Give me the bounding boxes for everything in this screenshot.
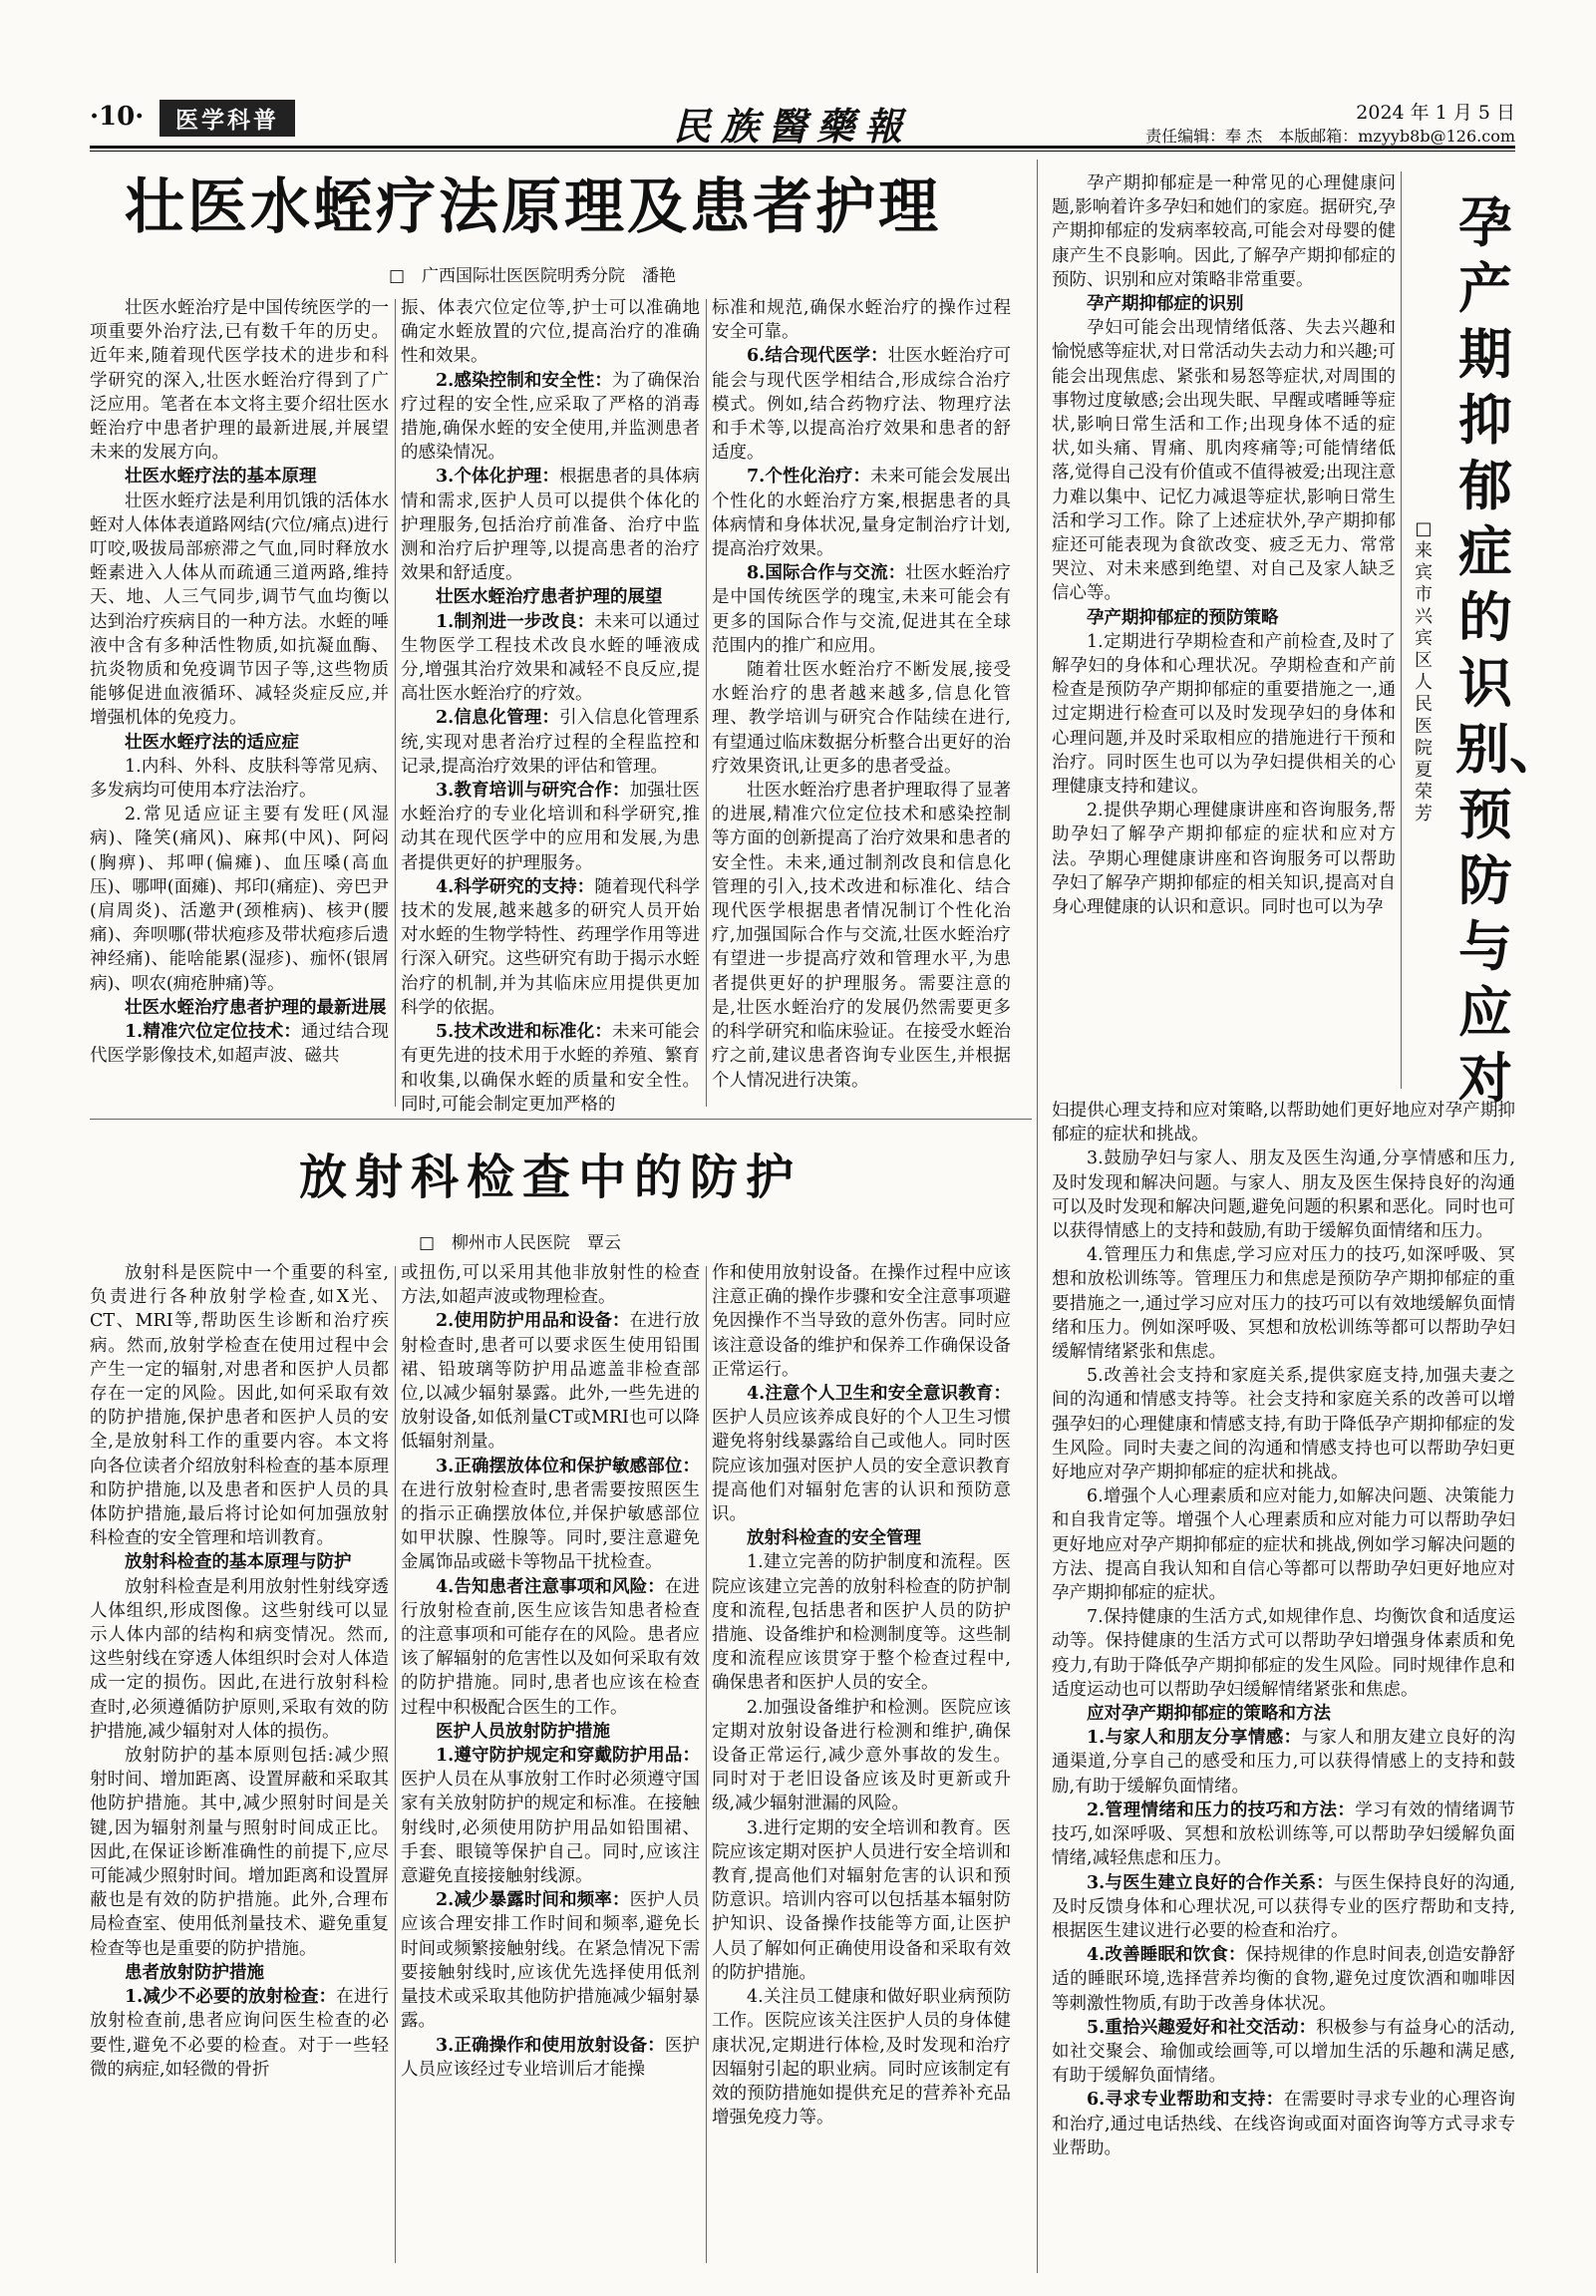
paragraph [712, 561, 1011, 658]
item-lead: 7.个性化治疗： [747, 467, 871, 488]
item-lead: 4.注意个人卫生和安全意识教育： [747, 1384, 1011, 1405]
paragraph-text: 通过结合现代医学影像技术,如超声波、磁共 [90, 1022, 389, 1067]
paragraph-text: 妇提供心理支持和应对策略,以帮助她们更好地应对孕产期抑郁症的症状和挑战。 [1052, 1101, 1515, 1146]
subheading: 孕产期抑郁症的预防策略 [1087, 607, 1279, 628]
paragraph-text: 3.鼓励孕妇与家人、朋友及医生沟通,分享情感和压力,及时发现和解决问题。与家人、朋友及医生保持良好的沟通可以及时发现和解决问题,避免问题的积累和恶化。同时也可以获得情感上的支持和鼓励,有助于缓解负面情绪和压力。 [1052, 1148, 1515, 1242]
paragraph-text: 壮医水蛭治疗可能会与现代医学相结合,形成综合治疗模式。例如,结合药物疗法、物理疗法和手术等,以提高治疗效果和患者的舒适度。 [712, 346, 1011, 464]
article1-column-1 [90, 296, 389, 1114]
paragraph [90, 490, 389, 731]
subheading: 放射科检查的安全管理 [747, 1528, 921, 1549]
paragraph [401, 779, 700, 875]
page-header [90, 96, 1515, 149]
paragraph [90, 1985, 389, 2082]
item-lead: 3.个体化护理： [436, 467, 560, 488]
paragraph [401, 1575, 700, 1720]
article2-title: 放射科检查中的防护 [299, 1149, 802, 1205]
paragraph [90, 803, 389, 996]
paragraph-text: 2.常见适应证主要有发旺(风湿病)、隆笑(痛风)、麻邦(中风)、阿闷(胸痹)、邦呷(偏瘫)、血压嗓(高血压)、哪呷(面瘫)、邦印(痛症)、旁巴尹(肩周炎)、活邀尹(颈椎病)、核尹(腰痛)、奔呗哪(带状疱疹及带状疱疹后遗神经痛)、能啥能累(湿疹)、痂怀(银屑病)、呗农(痈疮肿痛)等。 [90, 805, 389, 994]
item-lead: 8.国际合作与交流： [747, 563, 906, 584]
paragraph [712, 1696, 1011, 1816]
paragraph-text: 保持规律的作息时间表,创造安静舒适的睡眠环境,选择营养均衡的食物,避免过度饮酒和咖啡因等刺激性物质,有助于改善身体状况。 [1052, 1945, 1515, 2014]
article3-byline: □ 来宾市兴宾区人民医院 夏荣芳 [1415, 518, 1433, 824]
paragraph [401, 296, 700, 369]
item-lead: 2.管理情绪和压力的技巧和方法： [1087, 1800, 1356, 1820]
column-divider [395, 1266, 396, 2263]
paragraph [1052, 1799, 1515, 1871]
item-lead: 3.与医生建立良好的合作关系： [1087, 1872, 1334, 1893]
article2-column-3 [712, 1261, 1011, 2268]
paragraph-text: 放射科检查是利用放射性射线穿透人体组织,形成图像。这些射线可以显示人体内部的结构和病变情况。然而,这些射线在穿透人体组织时会对人体造成一定的损伤。因此,在进行放射科检查时,必须遵循防护原则,采取有效的防护措施,减少辐射对人体的损伤。 [90, 1576, 389, 1742]
masthead: 民族醫藥報 [673, 104, 913, 149]
paragraph-text: 未来可能会发展出个性化的水蛭治疗方案,根据患者的具体病情和身体状况,量身定制治疗计划,提高治疗效果。 [712, 467, 1011, 560]
header-rule [90, 146, 1515, 149]
paragraph-text: 3.进行定期的安全培训和教育。医院应该定期对医护人员进行安全培训和教育,提高他们对辐射危害的认识和预防意识。培训内容可以包括基本辐射防护知识、设备操作技能等方面,让医护人员了解如何正确使用设备和采取有效的防护措施。 [712, 1817, 1011, 1983]
item-lead: 3.正确操作和使用放射设备： [436, 2035, 665, 2056]
paragraph [712, 1816, 1011, 1985]
item-lead: 2.感染控制和安全性： [436, 370, 612, 391]
column-divider [1401, 171, 1402, 1089]
item-lead: 2.使用防护用品和设备： [436, 1311, 630, 1332]
subheading: 壮医水蛭治疗患者护理的展望 [436, 587, 663, 608]
subheading: 壮医水蛭疗法的基本原理 [125, 467, 317, 488]
item-lead: 4.科学研究的支持： [436, 876, 595, 897]
paragraph-text: 2.提供孕期心理健康讲座和咨询服务,帮助孕妇了解孕产期抑郁症的症状和应对方法。孕期心理健康讲座和咨询服务可以帮助孕妇了解孕产期抑郁症的相关知识,提高对自身心理健康的认识和意识。同时也可以为孕 [1052, 801, 1396, 918]
paragraph [712, 344, 1011, 465]
paragraph [90, 755, 389, 803]
item-lead: 1.遵守防护规定和穿戴防护用品： [436, 1746, 700, 1767]
paragraph [1052, 1943, 1515, 2016]
paragraph [712, 296, 1011, 344]
subheading: 放射科检查的基本原理与防护 [125, 1552, 352, 1573]
paragraph-text: 壮医水蛭治疗是中国传统医学的一项重要外治疗法,已有数千年的历史。近年来,随着现代医学技术的进步和科学研究的深入,壮医水蛭治疗得到了广泛应用。笔者在本文将主要介绍壮医水蛭治疗中患者护理的最新进展,并展望未来的发展方向。 [90, 298, 389, 464]
paragraph-text: 壮医水蛭治疗是中国传统医学的瑰宝,未来可能会有更多的国际合作与交流,促进其在全球范围内的推广和应用。 [712, 563, 1011, 656]
article2-column-2 [401, 1261, 700, 2268]
paragraph [1052, 1484, 1515, 1605]
subheading: 壮医水蛭疗法的适应症 [125, 732, 299, 753]
paragraph [1052, 1726, 1515, 1799]
paragraph [712, 465, 1011, 561]
paragraph-text: 在进行放射检查前,医生应该告知患者检查的注意事项和可能存在的风险。患者应该了解辐射的危害性以及如何采取有效的防护措施。同时,患者也应该在检查过程中积极配合医生的工作。 [401, 1576, 700, 1718]
paragraph [1052, 1871, 1515, 1944]
article1-title: 壮医水蛭疗法原理及患者护理 [125, 172, 941, 242]
editor-info: 责任编辑：奉 杰 本版邮箱：mzyyb8b@126.com [1145, 127, 1515, 146]
paragraph [90, 1744, 389, 1961]
paragraph-text: 壮医水蛭疗法是利用饥饿的活体水蛭对人体体表道路网结(穴位/痛点)进行叮咬,吸拔局部瘀滞之气血,同时释放水蛭素进入人体从而疏通三道两路,维持天、地、人三气同步,调节气血均衡以达到治疗疾病目的一种方法。水蛭的唾液中含有多种活性物质,如抗凝血酶、抗炎物质和免疫调节因子等,这些物质能够促进血液循环、减轻炎症反应,并增强机体的免疫力。 [90, 491, 389, 729]
paragraph [90, 1575, 389, 1744]
subheading: 医护人员放射防护措施 [436, 1721, 610, 1742]
paragraph [401, 1888, 700, 2033]
item-lead: 5.重拾兴趣爱好和社交活动： [1087, 2017, 1317, 2038]
paragraph-text: 2.加强设备维护和检测。医院应该定期对放射设备进行检测和维护,确保设备正常运行,减少意外事故的发生。同时对于老旧设备应该及时更新或升级,减少辐射泄漏的风险。 [712, 1697, 1011, 1814]
item-lead: 1.减少不必要的放射检查： [125, 1987, 337, 2008]
paragraph [401, 465, 700, 585]
item-lead: 6.结合现代医学： [747, 346, 888, 367]
paragraph-text: 医护人员在从事放射工作时必须遵守国家有关放射防护的规定和标准。在接触射线时,必须使用防护用品如铅围裙、手套、眼镜等保护自己。同时,应该注意避免直接接触射线源。 [401, 1770, 700, 1887]
paragraph [712, 1550, 1011, 1695]
paragraph [1052, 1147, 1515, 1243]
paragraph [712, 658, 1011, 779]
column-divider [395, 299, 396, 1107]
paragraph-text: 医护人员应该经过专业培训后才能操 [401, 2035, 700, 2080]
paragraph-text: 4.管理压力和焦虑,学习应对压力的技巧,如深呼吸、冥想和放松训练等。管理压力和焦虑是预防孕产期抑郁症的重要措施之一,通过学习应对压力的技巧可以有效地缓解负面情绪和压力。例如深呼吸、冥想和放松训练等都可以帮助孕妇缓解情绪紧张和焦虑。 [1052, 1245, 1515, 1363]
item-lead: 5.技术改进和标准化： [436, 1022, 612, 1043]
paragraph-text: 孕产期抑郁症是一种常见的心理健康问题,影响着许多孕妇和她们的家庭。据研究,孕产期抑郁症的发病率较高,可能会对母婴的健康产生不良影响。因此,了解孕产期抑郁症的预防、识别和应对策略非常重要。 [1052, 173, 1396, 290]
paragraph [1052, 2088, 1515, 2160]
paragraph-text: 未来可以通过生物医学工程技术改良水蛭的唾液成分,增强其治疗效果和减轻不良反应,提高壮医水蛭治疗的疗效。 [401, 611, 700, 705]
article2-byline: □ 柳州市人民医院 覃云 [419, 1233, 622, 1253]
article3-column-bottom [1052, 1099, 1515, 2270]
item-lead: 4.改善睡眠和饮食： [1087, 1945, 1246, 1966]
paragraph-text: 1.内科、外科、皮肤科等常见病、多发病均可使用本疗法治疗。 [90, 756, 389, 802]
paragraph [401, 610, 700, 707]
paragraph [401, 875, 700, 1020]
paragraph-text: 在进行放射检查时,患者需要按照医生的指示正确摆放体位,并保护敏感部位如甲状腺、性腺等。同时,要注意避免金属饰品或磁卡等物品干扰检查。 [401, 1479, 700, 1573]
paragraph-text: 引入信息化管理系统,实现对患者治疗过程的全程监控和记录,提高治疗效果的评估和管理。 [401, 708, 700, 777]
paragraph-text: 加强壮医水蛭治疗的专业化培训和科学研究,推动其在现代医学中的应用和发展,为患者提供更好的护理服务。 [401, 781, 700, 873]
paragraph-text: 未来可能会有更先进的技术用于水蛭的养殖、繁育和收集,以确保水蛭的质量和安全性。同时,可能会制定更加严格的 [401, 1022, 700, 1114]
paragraph-text: 1.定期进行孕期检查和产前检查,及时了解孕妇的身体和心理状况。孕期检查和产前检查是预防孕产期抑郁症的重要措施之一,通过定期进行检查可以及时发现孕妇的身体和心理问题,并及时采取相应的措施进行干预和治疗。同时医生也可以为孕妇提供相关的心理健康支持和建议。 [1052, 631, 1396, 798]
paragraph [712, 779, 1011, 1093]
paragraph-text: 学习有效的情绪调节技巧,如深呼吸、冥想和放松训练等,可以帮助孕妇缓解负面情绪,减轻焦虑和压力。 [1052, 1800, 1515, 1869]
paragraph-text: 或扭伤,可以采用其他非放射性的检查方法,如超声波或物理检查。 [401, 1263, 700, 1308]
paragraph [712, 1382, 1011, 1526]
column-divider [706, 1266, 707, 2263]
paragraph [1052, 171, 1396, 292]
paragraph [401, 1020, 700, 1114]
paragraph [1052, 316, 1396, 605]
paragraph [1052, 1605, 1515, 1702]
paragraph-text: 与医生保持良好的沟通,及时反馈身体和心理状况,可以获得专业的医疗帮助和支持,根据医生建议进行必要的检查和治疗。 [1052, 1872, 1515, 1941]
article-separator [90, 1119, 1032, 1120]
paragraph-text: 6.增强个人心理素质和应对能力,如解决问题、决策能力和自我肯定等。增强个人心理素质和应对能力可以帮助孕妇更好地应对孕产期抑郁症的症状和挑战,例如学习解决问题的方法、提高自我认知和自信心等都可以帮助孕妇更好地应对孕产期抑郁症的症状。 [1052, 1486, 1515, 1604]
paragraph [90, 296, 389, 465]
subheading: 患者放射防护措施 [125, 1962, 264, 1983]
paragraph [1052, 2016, 1515, 2089]
item-lead: 1.制剂进一步改良： [436, 611, 595, 632]
paragraph [401, 1455, 700, 1575]
paragraph [401, 1309, 700, 1454]
paragraph-text: 孕妇可能会出现情绪低落、失去兴趣和愉悦感等症状,对日常活动失去动力和兴趣;可能会出现焦虑、紧张和易怒等症状,对周围的事物过度敏感;会出现失眠、早醒或嗜睡等症状,影响日常生活和工作;出现身体不适的症状,如头痛、胃痛、肌肉疼痛等;可能情绪低落,觉得自己没有价值或不值得被爱;出现注意力难以集中、记忆力减退等症状,影响日常生活和学习工作。除了上述症状外,孕产期抑郁症还可能表现为食欲改变、疲乏无力、常常哭泣、对未来感到绝望、对自己及家人缺乏信心等。 [1052, 318, 1396, 604]
paragraph [1052, 1364, 1515, 1484]
header-rule-thin [90, 151, 1515, 152]
paragraph [712, 1985, 1011, 2130]
subheading: 应对孕产期抑郁症的策略和方法 [1087, 1704, 1331, 1725]
article1-column-3 [712, 296, 1011, 1114]
article1-byline: □ 广西国际壮医医院明秀分院 潘艳 [389, 266, 677, 286]
article-divider [1037, 160, 1038, 2273]
paragraph [90, 1261, 389, 1550]
item-lead: 4.告知患者注意事项和风险： [436, 1576, 665, 1597]
paragraph [401, 1744, 700, 1888]
paragraph-text: 在进行放射检查时,患者可以要求医生使用铅围裙、铅玻璃等防护用品遮盖非检查部位,以减少辐射暴露。此外,一些先进的放射设备,如低剂量CT或MRI也可以降低辐射剂量。 [401, 1311, 700, 1453]
item-lead: 2.信息化管理： [436, 708, 560, 729]
paragraph [401, 2034, 700, 2082]
paragraph [1052, 799, 1396, 919]
issue-date: 2024 年 1 月 5 日 [1356, 102, 1515, 124]
paragraph [401, 706, 700, 779]
paragraph-text: 与家人和朋友建立良好的沟通渠道,分享自己的感受和压力,可以获得情感上的支持和鼓励,有助于缓解负面情绪。 [1052, 1728, 1515, 1797]
paragraph-text: 根据患者的具体病情和需求,医护人员可以提供个体化的护理服务,包括治疗前准备、治疗中监测和治疗后护理等,以提高患者的治疗效果和舒适度。 [401, 467, 700, 584]
paragraph-text: 放射防护的基本原则包括:减少照射时间、增加距离、设置屏蔽和采取其他防护措施。其中,减少照射时间是关键,因为辐射剂量与照射时间成正比。因此,在保证诊断准确性的前提下,应尽可能减少照射时间。增加距离和设置屏蔽也是有效的防护措施。此外,合理布局检查室、使用低剂量技术、避免重复检查等也是重要的防护措施。 [90, 1746, 389, 1959]
paragraph [401, 369, 700, 466]
paragraph-text: 在进行放射检查前,患者应询问医生检查的必要性,避免不必要的检查。对于一些轻微的病症,如轻微的骨折 [90, 1987, 389, 2080]
article3-column-top [1052, 171, 1396, 1099]
paragraph-text: 医护人员应该合理安排工作时间和频率,避免长时间或频繁接触射线。在紧急情况下需要接触射线时,应该优先选择使用低剂量技术或采取其他防护措施减少辐射暴露。 [401, 1890, 700, 2032]
paragraph [1052, 1099, 1515, 1147]
paragraph-text: 随着壮医水蛭治疗不断发展,接受水蛭治疗的患者越来越多,信息化管理、教学培训与研究合作陆续在进行,有望通过临床数据分析整合出更好的治疗效果资讯,让更多的患者受益。 [712, 660, 1011, 777]
paragraph-text: 壮医水蛭治疗患者护理取得了显著的进展,精准穴位定位技术和感染控制等方面的创新提高了治疗效果和患者的安全性。未来,通过制剂改良和信息化管理的引入,技术改进和标准化、结合现代医学根据患者情况制订个性化治疗,加强国际合作与交流,壮医水蛭治疗有望进一步提高疗效和管理水平,为患者提供更好的护理服务。需要注意的是,壮医水蛭治疗的发展仍然需要更多的科学研究和临床验证。在接受水蛭治疗之前,建议患者咨询专业医生,并根据个人情况进行决策。 [712, 781, 1011, 1091]
paragraph [712, 1261, 1011, 1382]
paragraph-text: 放射科是医院中一个重要的科室,负责进行各种放射学检查,如X光、CT、MRI等,帮助医生诊断和治疗疾病。然而,放射学检查在使用过程中会产生一定的辐射,对患者和医护人员都存在一定的风险。因此,如何采取有效的防护措施,保护患者和医护人员的安全,是放射科工作的重要内容。本文将向各位读者介绍放射科检查的基本原理和防护措施,以及患者和医护人员的具体防护措施,最后将讨论如何加强放射科检查的安全管理和培训教育。 [90, 1263, 389, 1549]
item-lead: 1.精准穴位定位技术： [125, 1022, 301, 1043]
paragraph [90, 1020, 389, 1068]
column-divider [706, 299, 707, 1107]
article1-column-2 [401, 296, 700, 1114]
item-lead: 1.与家人和朋友分享情感： [1087, 1728, 1302, 1749]
article3-title: 孕产期抑郁症的识别、预防与应对 [1455, 190, 1563, 1110]
paragraph-text: 医护人员应该养成良好的个人卫生习惯避免将射线暴露给自己或他人。同时医院应该加强对医护人员的安全意识教育提高他们对辐射危害的认识和预防意识。 [712, 1408, 1011, 1525]
paragraph [401, 1261, 700, 1309]
paragraph-text: 7.保持健康的生活方式,如规律作息、均衡饮食和适度运动等。保持健康的生活方式可以帮助孕妇增强身体素质和免疫力,有助于降低孕产期抑郁症的发生风险。同时规律作息和适度运动也可以帮助孕妇缓解情绪紧张和焦虑。 [1052, 1607, 1515, 1700]
paragraph-text: 标准和规范,确保水蛭治疗的操作过程安全可靠。 [712, 298, 1011, 343]
item-lead: 6.寻求专业帮助和支持： [1087, 2090, 1284, 2111]
paragraph-text: 积极参与有益身心的活动,如社交聚会、瑜伽或绘画等,可以增加生活的乐趣和满足感,有助于缓解负面情绪。 [1052, 2017, 1515, 2087]
paragraph-text: 随着现代科学技术的发展,越来越多的研究人员开始对水蛭的生物学特性、药理学作用等进行深入研究。这些研究有助于揭示水蛭治疗的机制,并为其临床应用提供更加科学的依据。 [401, 876, 700, 1018]
paragraph-text: 5.改善社会支持和家庭关系,提供家庭支持,加强夫妻之间的沟通和情感支持等。社会支持和家庭关系的改善可以增强孕妇的心理健康和情感支持,有助于降低孕产期抑郁症的发生风险。同时夫妻之间的沟通和情感支持也可以帮助孕妇更好地应对孕产期抑郁症的症状和挑战。 [1052, 1366, 1515, 1483]
paragraph-text: 作和使用放射设备。在操作过程中应该注意正确的操作步骤和安全注意事项避免因操作不当导致的意外伤害。同时应该注意设备的维护和保养工作确保设备正常运行。 [712, 1263, 1011, 1380]
paragraph [1052, 630, 1396, 799]
paragraph-text: 为了确保治疗过程的安全性,应采取了严格的消毒措施,确保水蛭的安全使用,并监测患者的感染情况。 [401, 370, 700, 464]
item-lead: 3.教育培训与研究合作： [436, 781, 630, 802]
paragraph-text: 在需要时寻求专业的心理咨询和治疗,通过电话热线、在线咨询或面对面咨询等方式寻求专业帮助。 [1052, 2090, 1515, 2158]
subheading: 壮医水蛭治疗患者护理的最新进展 [125, 997, 387, 1018]
paragraph-text: 4.关注员工健康和做好职业病预防工作。医院应该关注医护人员的身体健康状况,定期进行体检,及时发现和治疗因辐射引起的职业病。同时应该制定有效的预防措施如提供充足的营养补充品增强免疫力等。 [712, 1987, 1011, 2129]
paragraph [1052, 1243, 1515, 1364]
page-number: ·10· [90, 102, 145, 132]
section-label: 医学科普 [160, 100, 295, 137]
item-lead: 3.正确摆放体位和保护敏感部位： [436, 1456, 700, 1476]
paragraph-text: 1.建立完善的防护制度和流程。医院应该建立完善的放射科检查的防护制度和流程,包括患者和医护人员的防护措施、设备维护和检测制度等。这些制度和流程应该贯穿于整个检查过程中,确保患者和医护人员的安全。 [712, 1552, 1011, 1694]
article2-column-1 [90, 1261, 389, 2268]
item-lead: 2.减少暴露时间和频率： [436, 1890, 630, 1911]
subheading: 孕产期抑郁症的识别 [1087, 294, 1244, 315]
paragraph-text: 振、体表穴位定位等,护士可以准确地确定水蛭放置的穴位,提高治疗的准确性和效果。 [401, 298, 700, 367]
